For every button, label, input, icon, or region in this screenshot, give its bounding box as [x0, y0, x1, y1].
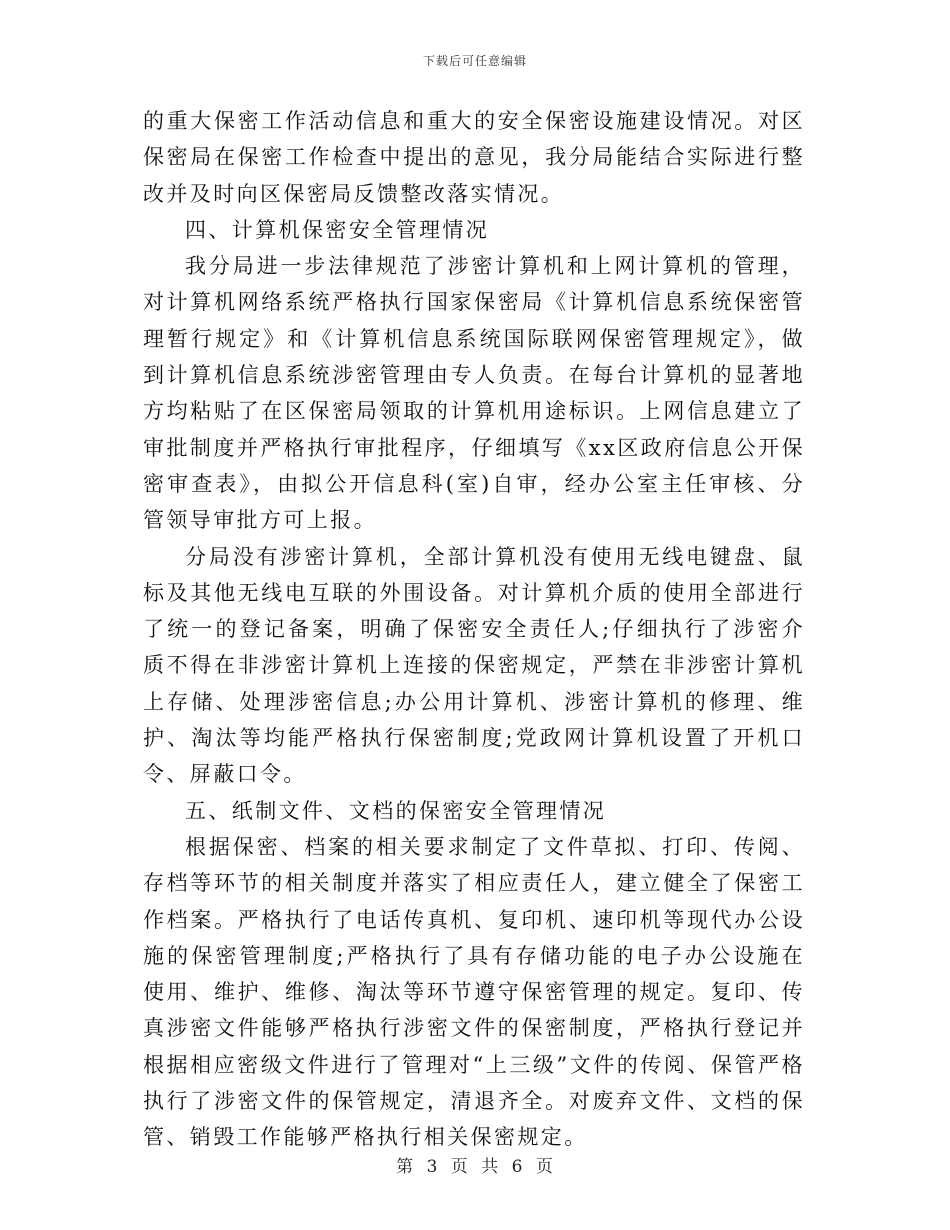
section-heading-computer-security: 四、计算机保密安全管理情况: [185, 217, 490, 242]
paragraph-continuation: 的重大保密工作活动信息和重大的安全保密设施建设情况。对区保密局在保密工作检查中提出的意见，我分局能结合实际进行整改并及时向区保密局反馈整改落实情况。: [143, 109, 805, 206]
page-number: 第 3 页 共 6 页: [396, 1157, 554, 1177]
page-header-note: 下载后可任意编辑: [422, 54, 527, 68]
paragraph-document-security: 根据保密、档案的相关要求制定了文件草拟、打印、传阅、存档等环节的相关制度并落实了相应责任人，建立健全了保密工作档案。严格执行了电话传真机、复印机、速印机等现代办公设施的保密管理制度;严格执行了具有存储功能的电子办公设施在使用、维护、维修、淘汰等环节遵守保密管理的规定。复印、传真涉密文件能够严格执行涉密文件的保密制度，严格执行登记并根据相应密级文件进行了管理对“上三级”文件的传阅、保管严格执行了涉密文件的保管规定，清退齐全。对废弃文件、文档的保管、销毁工作能够严格执行相关保密规定。: [143, 834, 805, 1150]
section-heading-paper-documents: 五、纸制文件、文档的保密安全管理情况: [185, 798, 607, 823]
paragraph-no-classified-computers: 分局没有涉密计算机，全部计算机没有使用无线电键盘、鼠标及其他无线电互联的外围设备。对计算机介质的使用全部进行了统一的登记备案，明确了保密安全责任人;仔细执行了涉密介质不得在非涉密计算机上连接的保密规定，严禁在非涉密计算机上存储、处理涉密信息;办公用计算机、涉密计算机的修理、维护、淘汰等均能严格执行保密制度;党政网计算机设置了开机口令、屏蔽口令。: [143, 544, 805, 787]
paragraph-computer-management: 我分局进一步法律规范了涉密计算机和上网计算机的管理，对计算机网络系统严格执行国家保密局《计算机信息系统保密管理暂行规定》和《计算机信息系统国际联网保密管理规定》，做到计算机信息系统涉密管理由专人负责。在每台计算机的显著地方均粘贴了在区保密局领取的计算机用途标识。上网信息建立了审批制度并严格执行审批程序，仔细填写《xx区政府信息公开保密审查表》，由拟公开信息科(室)自审，经办公室主任审核、分管领导审批方可上报。: [143, 254, 805, 533]
document-body: [143, 103, 805, 1156]
